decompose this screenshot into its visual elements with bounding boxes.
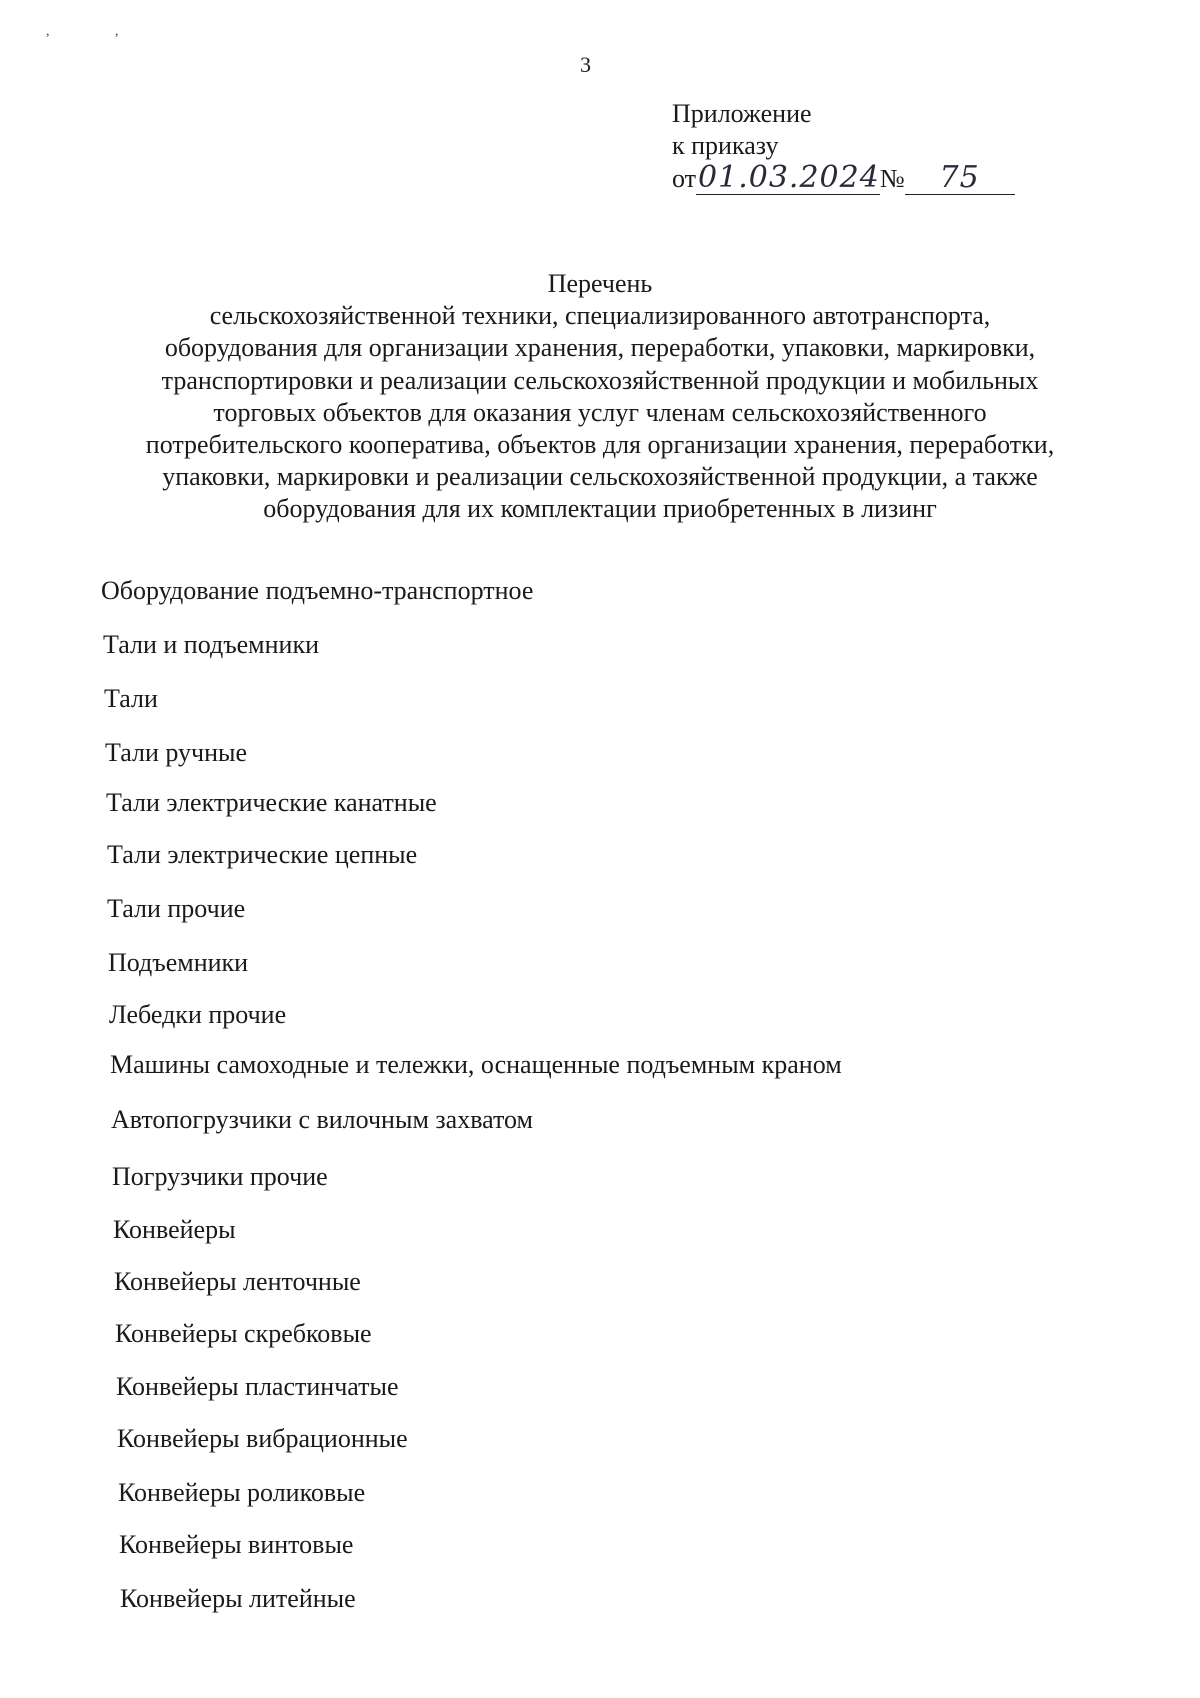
list-item: Подъемники [108,948,249,977]
title-line: потребительского кооператива, объектов для организации хранения, переработки, [145,430,1055,460]
list-item: Конвейеры литейные [120,1584,356,1613]
title-line: оборудования для организации хранения, переработки, упаковки, маркировки, [164,333,1036,363]
scan-mark: , [46,24,50,39]
appendix-header [672,98,1015,195]
list-item: Лебедки прочие [109,1000,287,1029]
order-number-label: № [879,164,905,193]
page-number: 3 [580,52,591,77]
order-number-handwritten: 75 [905,162,1015,195]
list-item: Тали [104,684,158,713]
list-item: Конвейеры роликовые [118,1478,366,1507]
list-item: Конвейеры ленточные [114,1267,361,1296]
scan-mark: , [115,24,119,39]
list-item: Автопогрузчики с вилочным захватом [111,1105,533,1134]
title-line: торговых объектов для оказания услуг членам сельскохозяйственного [213,397,987,427]
title-line: транспортировки и реализации сельскохозяйственной продукции и мобильных [161,365,1039,395]
order-from-label: от [672,164,697,193]
document-title [95,268,1105,526]
title-line: оборудования для их комплектации приобретенных в лизинг [263,494,937,524]
list-item: Тали электрические цепные [107,840,418,869]
list-item: Оборудование подъемно-транспортное [101,576,534,605]
list-item: Конвейеры винтовые [119,1530,354,1559]
appendix-order-label: к приказу [672,131,779,160]
list-item: Конвейеры вибрационные [117,1424,408,1453]
list-item: Тали ручные [105,738,248,767]
appendix-label: Приложение [672,99,812,128]
list-item: Погрузчики прочие [112,1162,328,1191]
list-item: Тали и подъемники [103,630,320,659]
title-line: упаковки, маркировки и реализации сельскохозяйственной продукции, а также [162,462,1038,492]
list-item: Тали прочие [107,894,246,923]
list-item: Конвейеры скребковые [115,1319,372,1348]
list-item: Машины самоходные и тележки, оснащенные подъемным краном [110,1050,842,1079]
list-item: Конвейеры пластинчатые [116,1372,399,1401]
title-line: сельскохозяйственной техники, специализированного автотранспорта, [209,301,991,331]
list-item: Конвейеры [113,1215,236,1244]
order-date-number-line [672,162,1015,195]
order-date-handwritten: 01.03.2024 [698,160,880,195]
title-heading: Перечень [547,269,653,298]
list-item: Тали электрические канатные [106,788,437,817]
